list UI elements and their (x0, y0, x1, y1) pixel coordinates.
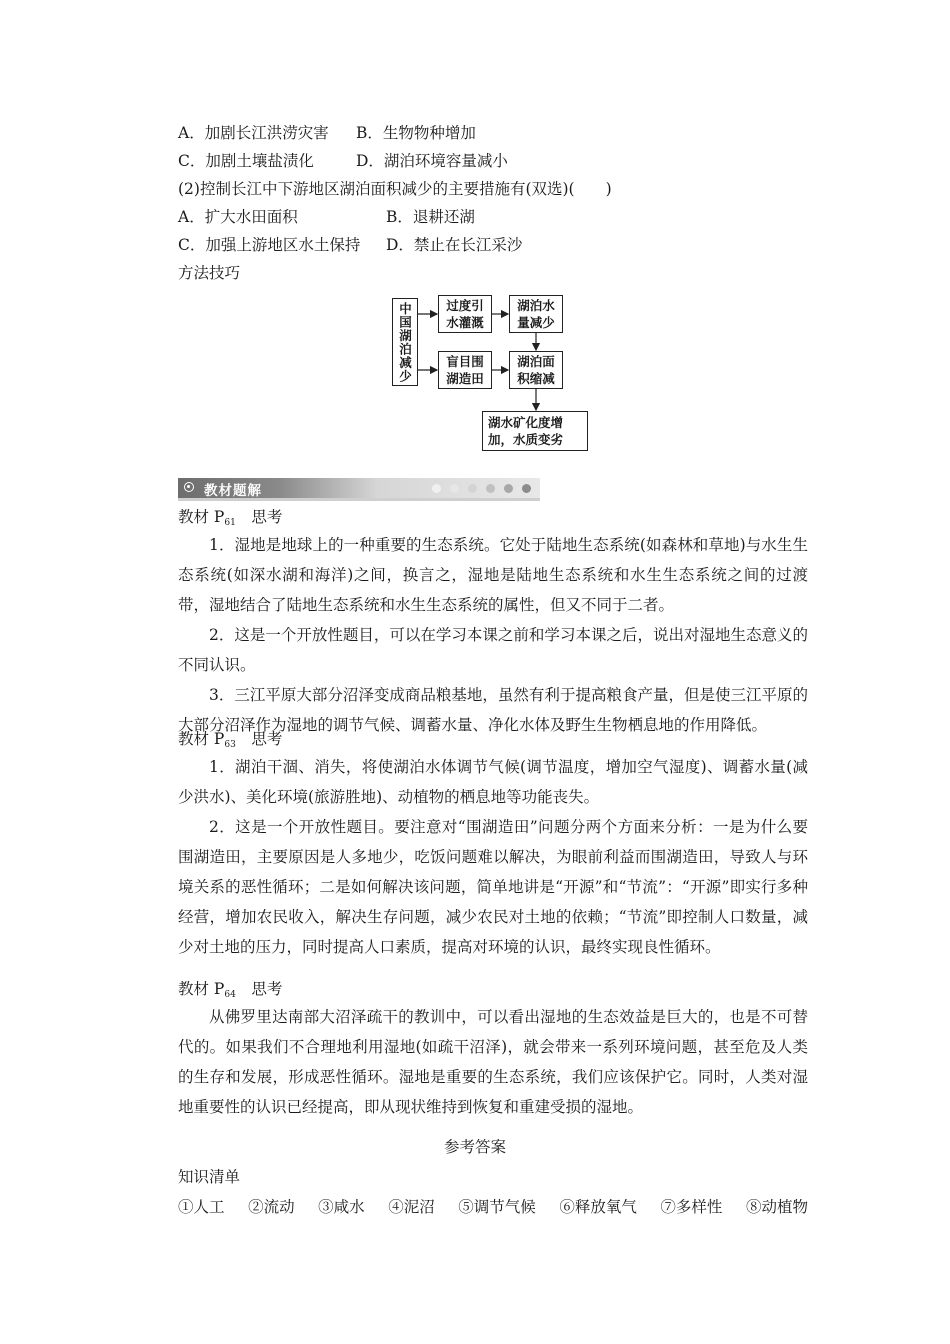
q2-option-c: C．加强上游地区水土保持 (178, 236, 361, 254)
banner-dot (504, 484, 513, 493)
banner-dot (432, 484, 441, 493)
section1-paragraph-1: 1．湿地是地球上的一种重要的生态系统。它处于陆地生态系统(如森林和草地)与水生生态系统(如深水湖和海洋)之间，换言之，湿地是陆地生态系统和水生生态系统之间的过渡带，湿地结合了陆地生态系统和水生生态系统的属性，但又不同于二者。 (178, 536, 808, 614)
answer-item: ⑥释放氧气 (559, 1198, 637, 1216)
banner-dot (486, 484, 495, 493)
section1-paragraph-3: 3．三江平原大部分沼泽变成商品粮基地，虽然有利于提高粮食产量，但是使三江平原的大部分沼泽作为湿地的调节气候、调蓄水量、净化水体及野生生物栖息地的作用降低。 (178, 686, 808, 734)
page-number: 63 (224, 740, 236, 750)
answers-list (178, 1196, 808, 1218)
result-text: 湖水矿化度增加，水质变劣 (488, 415, 564, 447)
section3-paragraph-1: 从佛罗里达南部大沼泽疏干的教训中，可以看出湿地的生态效益是巨大的，也是不可替代的。如果我们不合理地利用湿地(如疏干沼泽)，就会带来一系列环境问题，甚至危及人类的生存和发展，形成恶性循环。湿地是重要的生态系统，我们应该保护它。同时，人类对湿地重要性的认识已经提高，即从现状维持到恢复和重建受损的湿地。 (178, 1008, 808, 1116)
banner-dot (468, 484, 477, 493)
cause-1-text: 过度引水灌溉 (446, 298, 484, 330)
q1-option-a: A．加剧长江洪涝灾害 (178, 124, 329, 142)
diagram-arrows (0, 0, 950, 470)
answer-item: ④泥沼 (388, 1198, 435, 1216)
effect-1-text: 湖泊水量减少 (517, 298, 555, 330)
answers-title: 参考答案 (443, 1138, 506, 1156)
q1-option-b: B．生物物种增加 (356, 124, 476, 142)
heading-suffix: 思考 (235, 508, 283, 526)
answer-item: ⑤调节气候 (458, 1198, 536, 1216)
answer-item: ③咸水 (318, 1198, 365, 1216)
banner-label: 教材题解 (204, 483, 262, 499)
section-banner (178, 478, 540, 501)
banner-dot (522, 484, 531, 493)
heading-suffix: 思考 (235, 980, 283, 998)
section2-paragraph-2: 2．这是一个开放性题目。要注意对“围湖造田”问题分两个方面来分析：一是为什么要围湖造田，主要原因是人多地少，吃饭问题难以解决，为眼前利益而围湖造田，导致人与环境关系的恶性循环；二是如何解决该问题，简单地讲是“开源”和“节流”：“开源”即实行多种经营，增加农民收入，解决生存问题，减少农民对土地的依赖；“节流”即控制人口数量，减少对土地的压力，同时提高人口素质，提高对环境的认识，最终实现良性循环。 (178, 818, 808, 956)
heading-prefix: 教材 P (178, 508, 225, 526)
target-icon (184, 482, 194, 492)
page-number: 64 (224, 990, 236, 1000)
heading-prefix: 教材 P (178, 980, 225, 998)
answer-item: ②流动 (248, 1198, 295, 1216)
effect-2-text: 湖泊面积缩减 (517, 354, 555, 386)
q1-option-d: D．湖泊环境容量减小 (356, 152, 508, 170)
q2-option-b: B．退耕还湖 (386, 208, 475, 226)
q2-option-d: D．禁止在长江采沙 (386, 236, 523, 254)
answer-item: ⑧动植物 (745, 1198, 808, 1216)
page-number: 61 (224, 518, 236, 528)
section1-paragraph-2: 2．这是一个开放性题目，可以在学习本课之前和学习本课之后，说出对湿地生态意义的不同认识。 (178, 626, 808, 674)
cause-2-text: 盲目围湖造田 (446, 354, 484, 386)
question-2: (2)控制长江中下游地区湖泊面积减少的主要措施有(双选)( ) (178, 180, 612, 198)
diagram-root-box: 中国湖泊减少 (392, 298, 418, 386)
banner-dot (450, 484, 459, 493)
q2-option-a: A．扩大水田面积 (178, 208, 298, 226)
section2-paragraph-1: 1．湖泊干涸、消失，将使湖泊水体调节气候(调节温度，增加空气湿度)、调蓄水量(减少洪水)、美化环境(旅游胜地)、动植物的栖息地等功能丧失。 (178, 758, 808, 806)
answer-item: ⑦多样性 (660, 1198, 723, 1216)
answer-item: ①人工 (178, 1198, 225, 1216)
method-heading: 方法技巧 (178, 264, 241, 282)
answers-subtitle: 知识清单 (178, 1168, 241, 1186)
heading-suffix: 思考 (235, 730, 283, 748)
q1-option-c: C．加剧土壤盐渍化 (178, 152, 314, 170)
heading-prefix: 教材 P (178, 730, 225, 748)
